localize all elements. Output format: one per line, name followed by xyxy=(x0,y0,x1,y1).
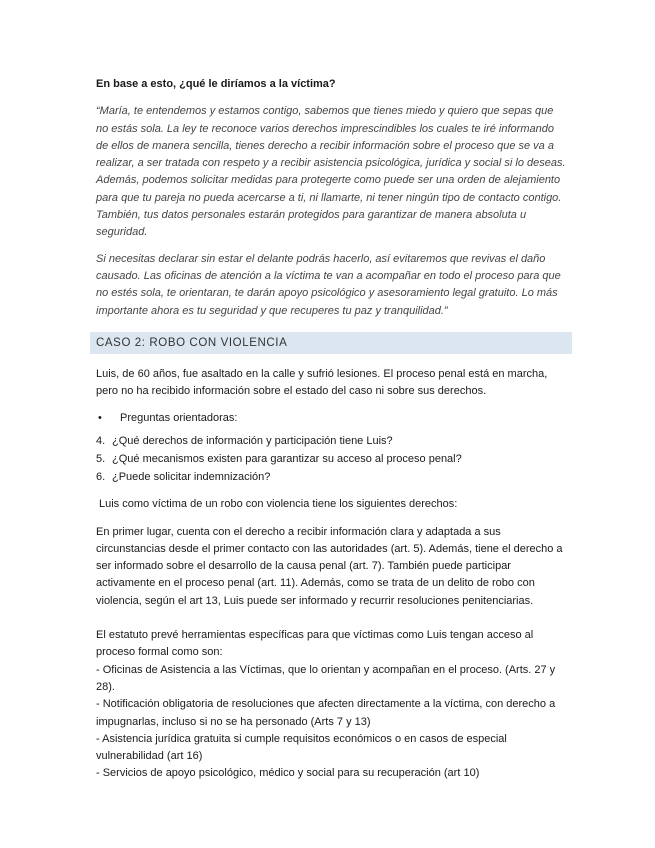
question-text: ¿Qué derechos de información y participación tiene Luis? xyxy=(112,435,393,448)
questions-list xyxy=(96,433,566,486)
document-page xyxy=(96,76,566,783)
quote-paragraph: “María, te entendemos y estamos contigo, sabemos que tienes miedo y quiero que sepas que no estás sola. La ley te reconoce varios derechos imprescindibles los cuales te iré informando de ellos de manera sencilla, tienes derecho a recibir información sobre el proceso que se va a realizar, a ser tratada con respeto y a recibir asistencia psicológica, jurídica y social si lo deseas. Además, podemos solicitar medidas para protegerte como puede ser una orden de alejamiento para que tu pareja no pueda acercarse a ti, ni llamarte, ni tener ningún tipo de contacto contigo. También, tus datos personales estarán protegidos para garantizar de manera absoluta u seguridad. xyxy=(96,105,566,239)
question-text: ¿Qué mecanismos existen para garantizar su acceso al proceso penal? xyxy=(112,453,462,466)
question-text: ¿Puede solicitar indemnización? xyxy=(112,470,271,483)
tool-item: - Servicios de apoyo psicológico, médico y social para su recuperación (art 10) xyxy=(96,767,480,780)
question-number: 5. xyxy=(96,453,106,466)
bullet-text: Preguntas orientadoras: xyxy=(120,412,238,425)
question-number: 6. xyxy=(96,470,106,483)
tools-intro: El estatuto prevé herramientas específicas para que víctimas como Luis tengan acceso al proceso formal como son: xyxy=(96,629,534,659)
bullet-icon: • xyxy=(98,412,102,425)
case-intro: Luis, de 60 años, fue asaltado en la calle y sufrió lesiones. El proceso penal está en marcha, pero no ha recibido información sobre el estado del caso ni sobre sus derechos. xyxy=(96,367,548,398)
rights-paragraph: En primer lugar, cuenta con el derecho a recibir información clara y adaptada a sus circunstancias desde el primer contacto con las autoridades (art. 5). Además, tiene el derecho a ser informado sobre el desarrollo de la causa penal (art. 7). También puede participar activamente en el proceso penal (art. 11). Además, como se trata de un delito de robo con violencia, según el art 13, Luis puede ser informado y recurrir resoluciones penitenciarias. xyxy=(96,525,563,607)
tool-item: - Notificación obligatoria de resoluciones que afecten directamente a la víctima, con derecho a impugnarlas, incluso si no se ha personado (Arts 7 y 13) xyxy=(96,698,556,728)
question-item xyxy=(96,469,566,487)
quote-paragraph: Si necesitas declarar sin estar el delante podrás hacerlo, así evitaremos que revivas el daño causado. Las oficinas de atención a la víctima te van a acompañar en todo el proceso para que no estés sola, te orientaran, te darán apoyo psicológico y asesoramiento legal gratuito. Lo más importante ahora es tu seguridad y que recuperes tu paz y tranquilidad.” xyxy=(96,252,561,317)
tool-item: - Asistencia jurídica gratuita si cumple requisitos económicos o en casos de especial vulnerabilidad (art 16) xyxy=(96,732,507,763)
rights-intro: Luis como víctima de un robo con violencia tiene los siguientes derechos: xyxy=(99,498,458,511)
question-number: 4. xyxy=(96,435,106,448)
question-item xyxy=(96,451,566,469)
question-item xyxy=(96,433,566,451)
tool-item: - Oficinas de Asistencia a las Víctimas, que lo orientan y acompañan en el proceso. (Arts. 27 y 28). xyxy=(96,663,556,693)
bullet-item xyxy=(96,412,566,424)
section-heading: En base a esto, ¿qué le diríamos a la víctima? xyxy=(96,78,336,90)
case-title-bar: CASO 2: ROBO CON VIOLENCIA xyxy=(90,332,572,354)
